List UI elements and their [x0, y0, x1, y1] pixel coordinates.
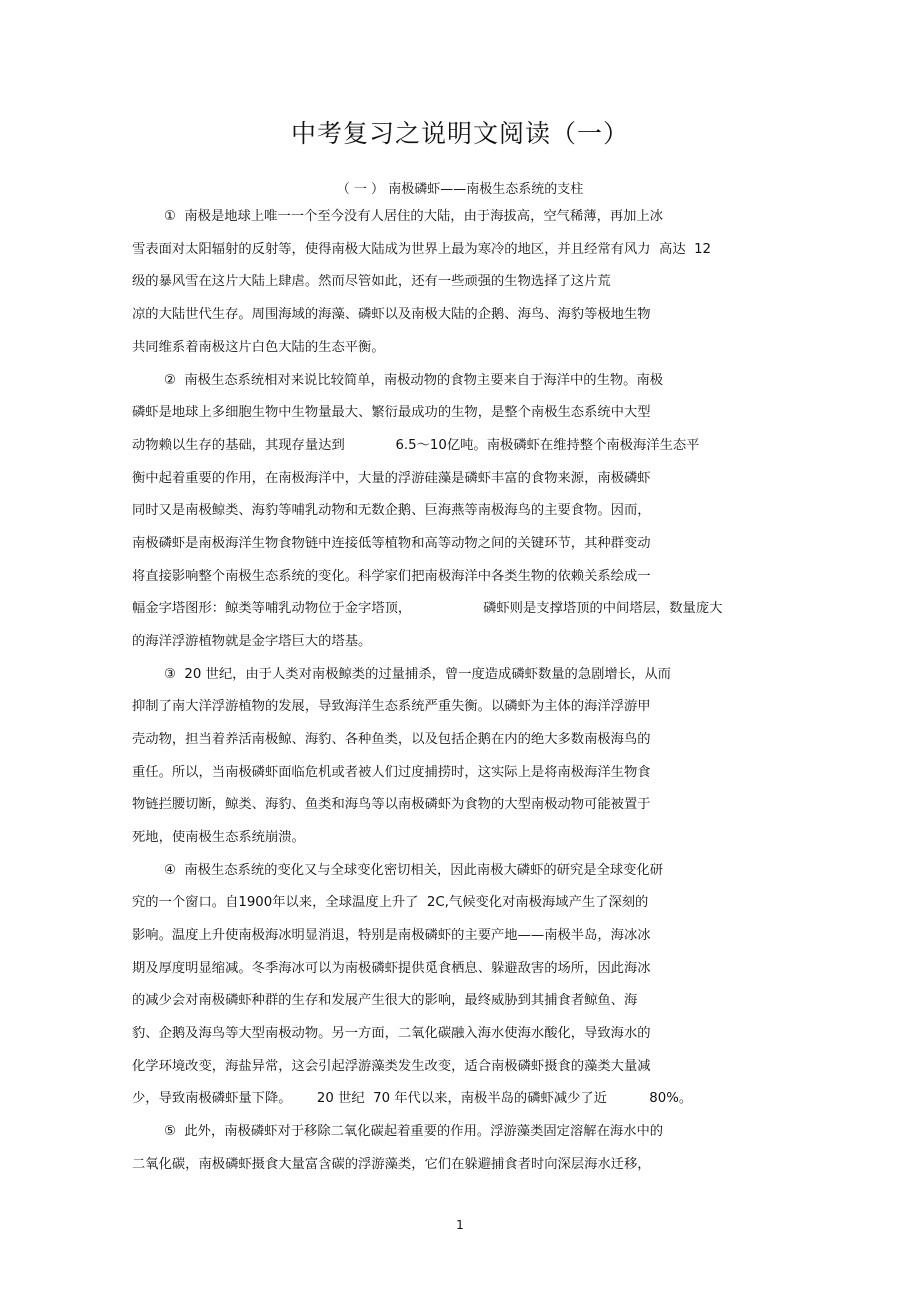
paragraph-4-line: 的减少会对南极磷虾种群的生存和发展产生很大的影响，最终威胁到其捕食者鲸鱼、海: [132, 993, 638, 1008]
page-number: 1: [456, 1218, 464, 1232]
section-heading: （ 一 ） 南极磷虾——南极生态系统的支柱: [336, 182, 584, 197]
paragraph-4-line: 期及厚度明显缩减。冬季海冰可以为南极磷虾提供觅食栖息、躲避敌害的场所，因此海冰: [132, 961, 651, 976]
paragraph-2-line: ② 南极生态系统相对来说比较简单，南极动物的食物主要来自于海洋中的生物。南极: [164, 373, 664, 388]
paragraph-2-line: 南极磷虾是南极海洋生物食物链中连接低等植物和高等动物之间的关键环节，其种群变动: [132, 536, 651, 551]
paragraph-1-line: 共同维系着南极这片白色大陆的生态平衡。: [132, 340, 385, 355]
paragraph-3-line: ③ 20 世纪，由于人类对南极鲸类的过量捕杀，曾一度造成磷虾数量的急剧增长，从而: [164, 667, 671, 682]
paragraph-3-line: 抑制了南大洋浮游植物的发展，导致海洋生态系统严重失衡。以磷虾为主体的海洋浮游甲: [132, 699, 651, 714]
paragraph-4-line: 化学环境改变，海盐异常，这会引起浮游藻类发生改变，适合南极磷虾摄食的藻类大量减: [132, 1059, 651, 1074]
paragraph-2-line: 动物赖以生存的基础，其现存量达到 6.5～10亿吨。南极磷虾在维持整个南极海洋生态平: [132, 438, 700, 453]
paragraph-3-line: 死地，使南极生态系统崩溃。: [132, 830, 305, 845]
paragraph-4-line: 豹、企鹅及海鸟等大型南极动物。另一方面，二氧化碳融入海水使海水酸化，导致海水的: [132, 1026, 651, 1041]
paragraph-4-line: 究的一个窗口。自1900年以来，全球温度上升了 2C,气候变化对南极海域产生了深刻的: [132, 895, 649, 910]
paragraph-4-line: ④ 南极生态系统的变化又与全球变化密切相关，因此南极大磷虾的研究是全球变化研: [164, 863, 664, 878]
paragraph-2-line: 幅金字塔图形：鲸类等哺乳动物位于金字塔顶， 磷虾则是支撑塔顶的中间塔层，数量庞大: [132, 601, 723, 616]
paragraph-4-line: 少，导致南极磷虾量下降。 20 世纪 70 年代以来，南极半岛的磷虾减少了近 80%。: [132, 1091, 693, 1106]
paragraph-2-line: 磷虾是地球上多细胞生物中生物量最大、繁衍最成功的生物，是整个南极生态系统中大型: [132, 405, 651, 420]
paragraph-2-line: 衡中起着重要的作用，在南极海洋中，大量的浮游硅藻是磷虾丰富的食物来源，南极磷虾: [132, 471, 651, 486]
paragraph-2-line: 的海洋浮游植物就是金字塔巨大的塔基。: [132, 634, 372, 649]
paragraph-3-line: 重任。所以，当南极磷虾面临危机或者被人们过度捕捞时，这实际上是将南极海洋生物食: [132, 765, 651, 780]
paragraph-5-line: ⑤ 此外，南极磷虾对于移除二氧化碳起着重要的作用。浮游藻类固定溶解在海水中的: [164, 1124, 664, 1139]
paragraph-4-line: 影响。温度上升使南极海冰明显消退，特别是南极磷虾的主要产地——南极半岛，海冰冰: [132, 928, 651, 943]
paragraph-1-line: 级的暴风雪在这片大陆上肆虐。然而尽管如此，还有一些顽强的生物选择了这片荒: [132, 274, 611, 289]
paragraph-3-line: 壳动物，担当着养活南极鲸、海豹、各种鱼类，以及包括企鹅在内的绝大多数南极海鸟的: [132, 732, 651, 747]
paragraph-3-line: 物链拦腰切断，鲸类、海豹、鱼类和海鸟等以南极磷虾为食物的大型南极动物可能被置于: [132, 797, 651, 812]
paragraph-1-line: 雪表面对太阳辐射的反射等，使得南极大陆成为世界上最为寒冷的地区，并且经常有风力 高达 12: [132, 242, 711, 257]
paragraph-1-line: ① 南极是地球上唯一一个至今没有人居住的大陆，由于海拔高，空气稀薄，再加上冰: [164, 209, 664, 224]
paragraph-2-line: 将直接影响整个南极生态系统的变化。科学家们把南极海洋中各类生物的依赖关系绘成一: [132, 569, 651, 584]
paragraph-2-line: 同时又是南极鲸类、海豹等哺乳动物和无数企鹅、巨海燕等南极海鸟的主要食物。因而，: [132, 503, 651, 518]
paragraph-5-line: 二氧化碳，南极磷虾摄食大量富含碳的浮游藻类，它们在躲避捕食者时向深层海水迁移，: [132, 1157, 651, 1172]
document-title: 中考复习之说明文阅读（一）: [290, 119, 629, 148]
paragraph-1-line: 凉的大陆世代生存。周围海域的海藻、磷虾以及南极大陆的企鹅、海鸟、海豹等极地生物: [132, 307, 651, 322]
